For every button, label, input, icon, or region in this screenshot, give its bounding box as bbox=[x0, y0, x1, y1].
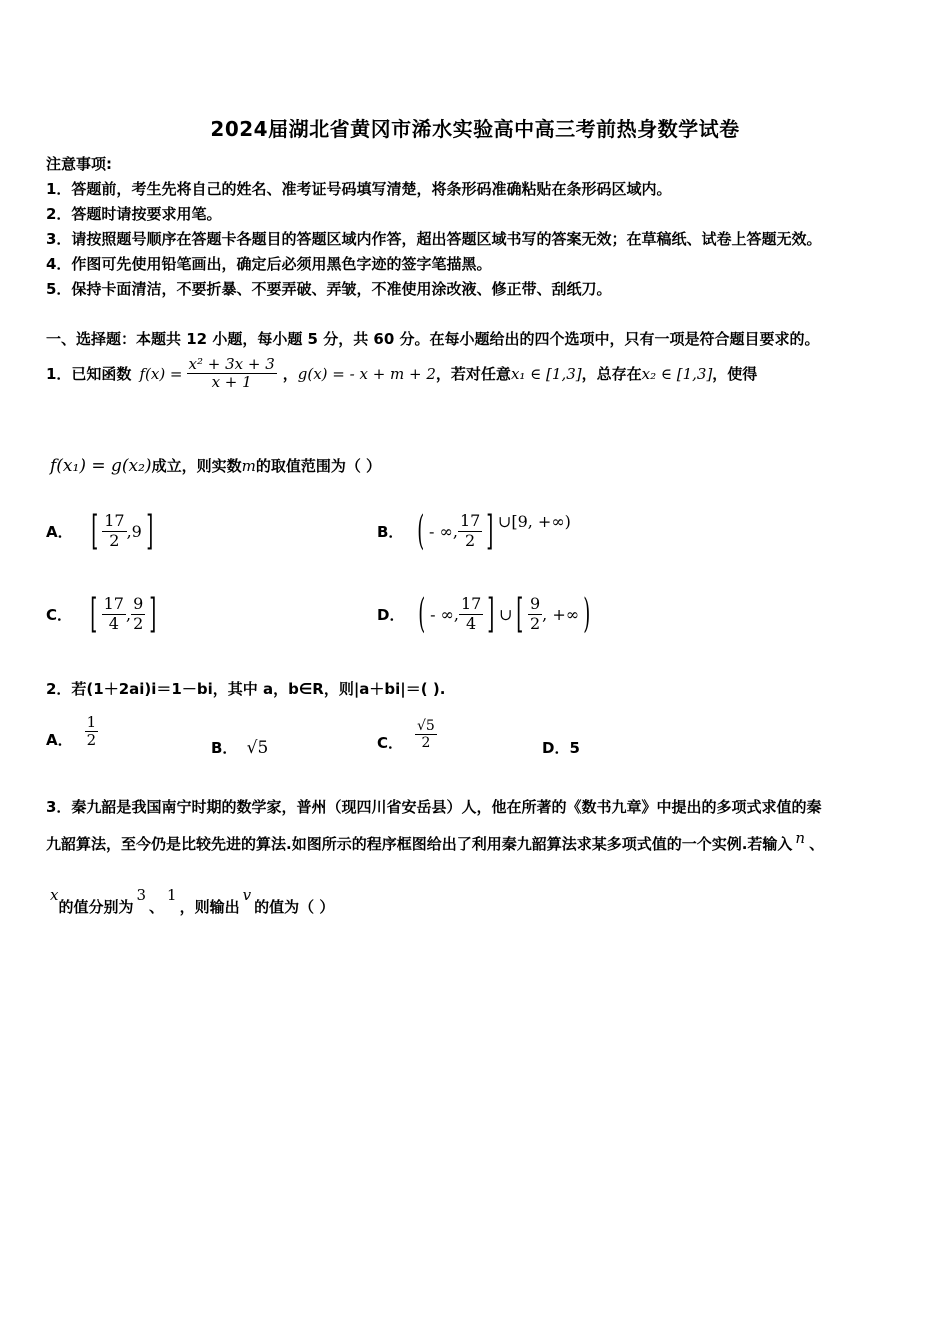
q3-line3b: ，则输出 bbox=[179, 898, 240, 916]
section-heading: 一、选择题：本题共 12 小题，每小题 5 分，共 60 分。在每小题给出的四个选项中，只有一项是符合题目要求的。 bbox=[46, 330, 820, 348]
q2-c-fraction bbox=[415, 718, 437, 751]
q1-end: ，使得 bbox=[712, 365, 758, 384]
q1-c-num2: 9 bbox=[133, 594, 144, 614]
q2-option-d-label: D． bbox=[542, 739, 570, 757]
q2-a-den: 2 bbox=[86, 731, 97, 749]
q1-b-num: 17 bbox=[459, 511, 481, 531]
q1-f-numerator: x² + 3x + 3 bbox=[188, 355, 275, 373]
q1-b-head: - ∞, bbox=[429, 521, 458, 541]
q3-line2-text: 九韶算法，至今仍是比较先进的算法.如图所示的程序框图给出了利用秦九韶算法求某多项式值的一个实例.若输入 bbox=[46, 835, 793, 853]
q1-option-b-label: B． bbox=[377, 522, 404, 541]
question-3-line3 bbox=[50, 886, 335, 917]
q1-x2-cond: x₂ ∈ [1,3] bbox=[641, 364, 713, 383]
paren-left: ( bbox=[418, 591, 426, 637]
q1-option-d-label: D． bbox=[377, 605, 405, 624]
q2-option-c-label: C． bbox=[377, 734, 404, 752]
page-title: 2024届湖北省黄冈市浠水实验高中高三考前热身数学试卷 bbox=[210, 117, 740, 141]
q1-b-tail: ∪[9, +∞) bbox=[497, 511, 571, 531]
q1-option-a[interactable] bbox=[46, 508, 157, 554]
q1-c-fraction-2 bbox=[131, 595, 145, 633]
q1-condition: f(x₁) = g(x₂) bbox=[50, 456, 152, 476]
paren-left: ( bbox=[417, 508, 425, 554]
q2-b-value: √5 bbox=[246, 738, 269, 758]
q2-a-num: 1 bbox=[86, 712, 97, 731]
q1-option-d-math bbox=[414, 591, 594, 637]
question-3-line2 bbox=[46, 829, 825, 854]
q1-c-fraction-1 bbox=[102, 595, 126, 633]
q1-f-denominator: x + 1 bbox=[211, 373, 252, 392]
q1-option-b[interactable] bbox=[377, 508, 571, 554]
paren-right: ) bbox=[583, 591, 591, 637]
q1-prefix: 1．已知函数 bbox=[46, 365, 132, 384]
q3-value-1: 1 bbox=[167, 886, 177, 904]
q1-option-a-math bbox=[87, 508, 158, 554]
notice-item-1: 1．答题前，考生先将自己的姓名、准考证号码填写清楚，将条形码准确粘贴在条形码区域内。 bbox=[46, 180, 672, 198]
q3-dun: 、 bbox=[149, 898, 165, 916]
q1-d-num2: 9 bbox=[529, 594, 541, 614]
bracket-right: ] bbox=[486, 508, 494, 554]
q1-c-comma: , bbox=[125, 604, 132, 624]
question-2-stem: 2．若(1＋2ai)i＝1－bi，其中 a，b∈R，则|a＋bi|＝( ). bbox=[46, 680, 446, 698]
question-3-line1: 3．秦九韶是我国南宁时期的数学家，普州（现四川省安岳县）人，他在所著的《数书九章》中提出的多项式求值的秦 bbox=[46, 798, 822, 816]
notice-item-5: 5．保持卡面清洁，不要折暴、不要弄破、弄皱，不准使用涂改液、修正带、刮纸刀。 bbox=[46, 280, 612, 298]
q1-option-a-label: A． bbox=[46, 522, 73, 541]
q1-c-den1: 4 bbox=[108, 613, 119, 633]
bracket-right: ] bbox=[487, 591, 495, 637]
q1-a-den: 2 bbox=[109, 530, 120, 550]
q2-option-b-label: B． bbox=[211, 739, 238, 757]
q1-d-den: 4 bbox=[466, 613, 477, 633]
q3-n: n bbox=[795, 829, 806, 847]
q1-option-c-label: C． bbox=[46, 605, 73, 624]
question-1-line2 bbox=[50, 455, 381, 476]
q3-v: v bbox=[242, 886, 252, 904]
q3-line3a: 的值分别为 bbox=[58, 898, 134, 916]
q2-d-value: 5 bbox=[569, 739, 580, 757]
q1-g-def: g(x) = - x + m + 2 bbox=[297, 364, 436, 383]
q2-option-b[interactable] bbox=[211, 737, 268, 758]
q1-d-den2: 2 bbox=[529, 613, 541, 633]
bracket-left: [ bbox=[516, 591, 524, 637]
q1-c-num1: 17 bbox=[103, 594, 124, 614]
q1-d-head: - ∞, bbox=[430, 604, 459, 624]
q2-option-a-label: A． bbox=[46, 731, 73, 749]
q1-option-d[interactable] bbox=[377, 591, 595, 637]
q1-x1-cond: x₁ ∈ [1,3] bbox=[510, 364, 582, 383]
q1-d-fraction-2 bbox=[528, 595, 542, 633]
bracket-right: ] bbox=[149, 591, 157, 637]
q1-f-fraction bbox=[187, 356, 277, 392]
q1-b-fraction bbox=[458, 512, 482, 550]
q1-sep: ， bbox=[282, 365, 298, 384]
q2-option-d[interactable] bbox=[542, 737, 580, 758]
q1-line2-end: 的取值范围为（ ） bbox=[255, 457, 382, 475]
q1-d-cup: ∪ bbox=[498, 604, 513, 624]
notice-item-3: 3．请按照题号顺序在答题卡各题目的答题区域内作答，超出答题区域书写的答案无效；在草稿纸、试卷上答题无效。 bbox=[46, 230, 822, 248]
q3-line3c: 的值为（ ） bbox=[254, 898, 335, 916]
notice-item-2: 2．答题时请按要求用笔。 bbox=[46, 205, 222, 223]
bracket-left: [ bbox=[90, 591, 98, 637]
q3-x: x bbox=[50, 886, 59, 904]
q2-option-c[interactable] bbox=[377, 716, 437, 753]
q1-c-den2: 2 bbox=[133, 613, 144, 633]
bracket-right: ] bbox=[146, 508, 154, 554]
notice-heading: 注意事项: bbox=[46, 155, 112, 173]
q2-c-num: √5 bbox=[417, 717, 435, 734]
q2-a-fraction bbox=[85, 714, 99, 750]
q1-a-num: 17 bbox=[104, 511, 125, 531]
q1-option-b-math bbox=[413, 508, 571, 554]
q1-mid: ，若对任意 bbox=[435, 365, 511, 384]
q1-option-c[interactable] bbox=[46, 591, 161, 637]
q1-d-fraction-1 bbox=[459, 595, 483, 633]
q1-a-tail: ,9 bbox=[126, 521, 142, 541]
q2-option-a[interactable] bbox=[46, 713, 98, 750]
q3-value-3: 3 bbox=[136, 886, 147, 904]
q1-line2-text: 成立，则实数 bbox=[151, 457, 242, 475]
q1-b-den: 2 bbox=[465, 530, 476, 550]
q3-line2-end: 、 bbox=[809, 835, 825, 853]
q1-mid2: ，总存在 bbox=[581, 365, 642, 384]
q1-m: m bbox=[241, 457, 256, 475]
q1-f-lhs: f(x) = bbox=[139, 364, 183, 383]
q2-c-den: 2 bbox=[421, 735, 431, 751]
q1-option-c-math bbox=[86, 591, 161, 637]
q1-a-fraction bbox=[102, 512, 126, 550]
q1-d-num: 17 bbox=[460, 594, 482, 614]
bracket-left: [ bbox=[90, 508, 98, 554]
notice-item-4: 4．作图可先使用铅笔画出，确定后必须用黑色字迹的签字笔描黑。 bbox=[46, 255, 492, 273]
q1-d-tail: , +∞ bbox=[542, 604, 580, 624]
question-1-stem bbox=[46, 356, 757, 392]
